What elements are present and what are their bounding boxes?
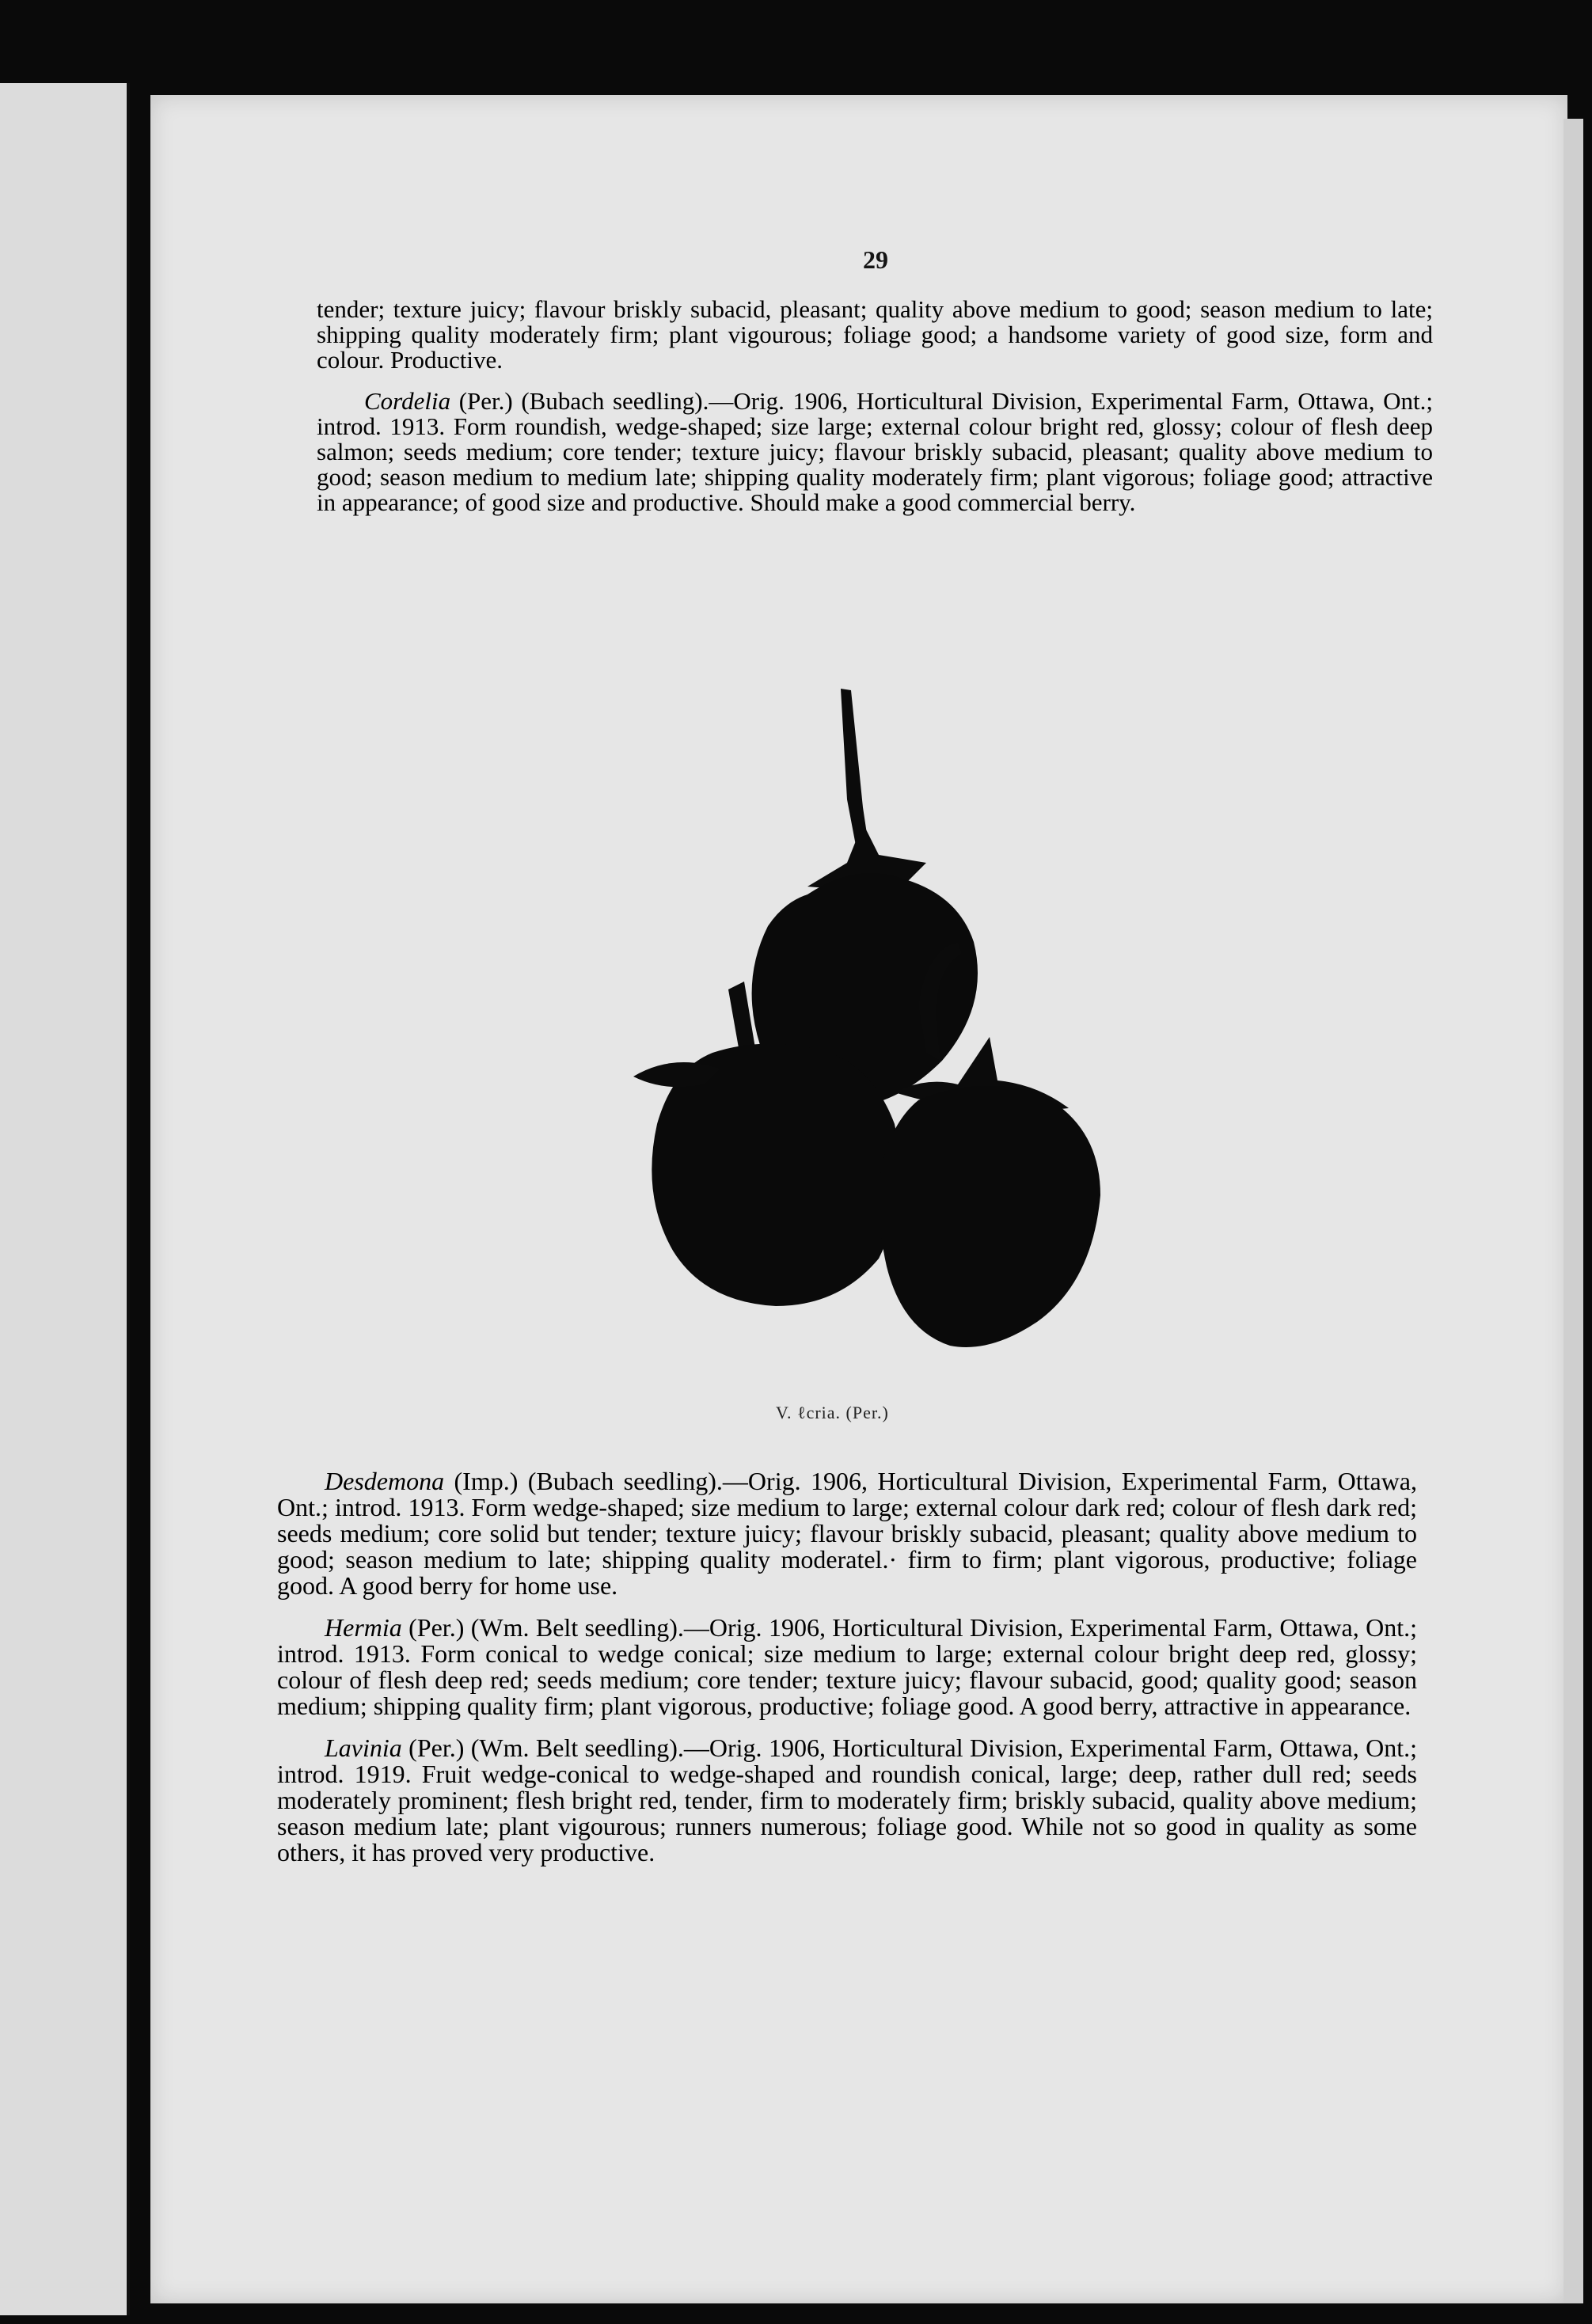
right-berry	[879, 1086, 1100, 1347]
paragraph-continuation	[317, 297, 1433, 373]
paragraph-text: (Per.) (Wm. Belt seedling).—Orig. 1906, Horticultural Division, Experimental Farm, Ottawa, Ont.; introd. 1919. Fruit wedge-conical to wedge-shaped and roundish conical, large; deep, rather dull red; seeds moderately prominent; flesh bright red, tender, firm to moderately firm; briskly subacid, quality above medium; season medium late; plant vigourous; runners numerous; foliage good. While not so good in quality as some others, it has proved very productive.	[277, 1734, 1417, 1866]
paragraph-desdemona	[277, 1468, 1417, 1599]
paragraph-cordelia	[317, 389, 1433, 515]
paragraph-text: (Imp.) (Bubach seedling).—Orig. 1906, Horticultural Division, Experimental Farm, Ottawa, Ont.; introd. 1913. Form wedge-shaped; size medium to large; external colour dark red; colour of flesh dark red; seeds medium; core solid but tender; texture juicy; flavour briskly subacid, pleasant; quality above medium to good; season medium to late; shipping quality moderatel.· firm to firm; plant vigorous, productive; foliage good. A good berry for home use.	[277, 1467, 1417, 1600]
paragraph-text: (Per.) (Bubach seedling).—Orig. 1906, Horticultural Division, Experimental Farm, Ottawa, Ont.; introd. 1913. Form roundish, wedge-shaped; size large; external colour bright red, glossy; colour of flesh deep salmon; seeds medium; core tender; texture juicy; flavour briskly subacid, pleasant; quality above medium to good; season medium to medium late; shipping quality moderately firm; plant vigorous; foliage good; attractive in appearance; of good size and productive. Should make a good commercial berry.	[317, 387, 1433, 516]
left-page-edge	[0, 83, 130, 2315]
page-number: 29	[863, 245, 888, 274]
variety-name: Cordelia	[364, 387, 451, 415]
variety-name: Hermia	[325, 1613, 402, 1642]
figure-caption: V. ℓcria. (Per.)	[776, 1403, 889, 1422]
paragraph-lavinia	[277, 1735, 1417, 1866]
bottom-text-block	[277, 1468, 1417, 1866]
paragraph-hermia	[277, 1615, 1417, 1719]
variety-name: Desdemona	[325, 1467, 445, 1495]
variety-name: Lavinia	[325, 1734, 402, 1762]
paragraph-text: tender; texture juicy; flavour briskly subacid, pleasant; quality above medium to good; season medium to late; shipping quality moderately firm; plant vigourous; foliage good; a handsome variety of good size, form and colour. Productive.	[317, 295, 1433, 374]
strawberry-figure	[546, 681, 1219, 1417]
right-page-edge	[1564, 119, 1583, 2303]
paragraph-text: (Per.) (Wm. Belt seedling).—Orig. 1906, Horticultural Division, Experimental Farm, Ottawa, Ont.; introd. 1913. Form conical to wedge conical; size medium to large; external colour bright deep red, glossy; colour of flesh deep red; seeds medium; core tender; texture juicy; flavour subacid, good; quality good; season medium; shipping quality firm; plant vigorous, productive; foliage good. A good berry, attractive in appearance.	[277, 1613, 1417, 1720]
top-text-block	[317, 297, 1433, 515]
